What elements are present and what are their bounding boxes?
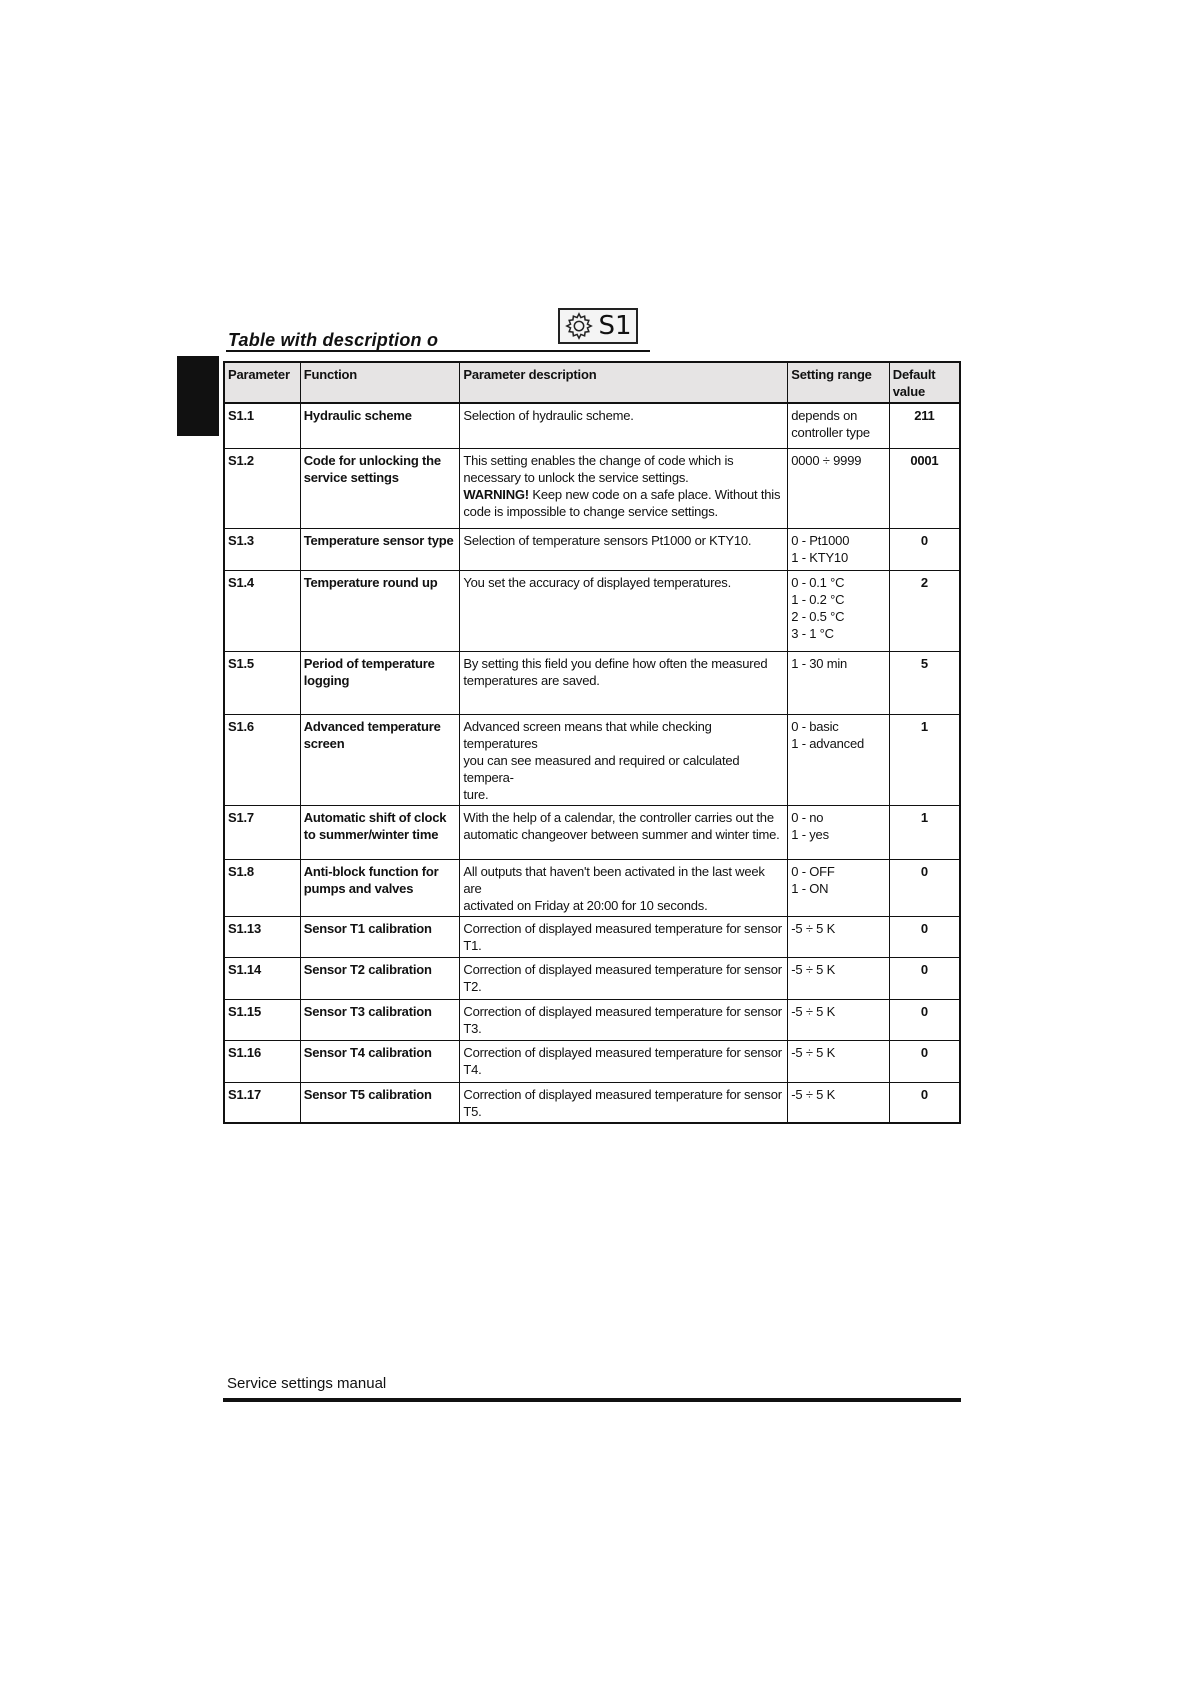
table-row bbox=[224, 528, 960, 570]
table-row bbox=[224, 916, 960, 957]
parameters-table bbox=[223, 361, 961, 1124]
description-line: you can see measured and required or calculated tempera- bbox=[463, 752, 740, 785]
cell-function: Automatic shift of clock to summer/winter time bbox=[300, 805, 460, 859]
cell-parameter: S1.4 bbox=[224, 570, 300, 651]
cell-function: Sensor T4 calibration bbox=[300, 1040, 460, 1082]
range-line: 1 - yes bbox=[791, 826, 829, 842]
table-row bbox=[224, 999, 960, 1040]
cell-parameter: S1.2 bbox=[224, 448, 300, 528]
cell-default-value: 0 bbox=[889, 916, 960, 957]
cell-parameter: S1.15 bbox=[224, 999, 300, 1040]
description-line: Correction of displayed measured temperature for sensor bbox=[463, 920, 782, 936]
cell-parameter: S1.16 bbox=[224, 1040, 300, 1082]
cell-setting-range bbox=[788, 528, 890, 570]
cell-parameter: S1.7 bbox=[224, 805, 300, 859]
cell-setting-range bbox=[788, 1040, 890, 1082]
cell-setting-range bbox=[788, 859, 890, 916]
description-line: necessary to unlock the service settings. bbox=[463, 469, 689, 485]
range-line: depends on bbox=[791, 408, 858, 423]
header-function: Function bbox=[300, 362, 460, 403]
description-line: Selection of temperature sensors Pt1000 or KTY10. bbox=[463, 532, 752, 548]
cell-setting-range bbox=[788, 805, 890, 859]
cell-description bbox=[460, 714, 788, 805]
cell-description bbox=[460, 999, 788, 1040]
cell-description bbox=[460, 1082, 788, 1123]
header-default-value: Default value bbox=[889, 362, 960, 403]
cell-parameter: S1.14 bbox=[224, 957, 300, 999]
description-line: With the help of a calendar, the controller carries out the bbox=[463, 809, 774, 825]
cell-default-value: 1 bbox=[889, 714, 960, 805]
badge-code: S1 bbox=[598, 311, 632, 341]
cell-parameter: S1.13 bbox=[224, 916, 300, 957]
description-line: ture. bbox=[463, 786, 489, 802]
cell-default-value: 5 bbox=[889, 651, 960, 714]
range-line: 0 - Pt1000 bbox=[791, 532, 850, 548]
description-line: Selection of hydraulic scheme. bbox=[463, 408, 634, 423]
table-header-row bbox=[224, 362, 960, 403]
table-row bbox=[224, 403, 960, 448]
table-row bbox=[224, 957, 960, 999]
cell-default-value: 211 bbox=[889, 403, 960, 448]
description-line: activated on Friday at 20:00 for 10 seconds. bbox=[463, 897, 708, 913]
table-row bbox=[224, 1040, 960, 1082]
cell-description bbox=[460, 957, 788, 999]
page-title: Table with description o bbox=[228, 330, 439, 350]
table-row bbox=[224, 448, 960, 528]
cell-parameter: S1.8 bbox=[224, 859, 300, 916]
cell-function: Sensor T5 calibration bbox=[300, 1082, 460, 1123]
description-line: T3. bbox=[463, 1020, 482, 1036]
gear-icon bbox=[564, 311, 594, 341]
cell-parameter: S1.6 bbox=[224, 714, 300, 805]
cell-description bbox=[460, 570, 788, 651]
description-line: Correction of displayed measured temperature for sensor bbox=[463, 961, 782, 977]
range-line: 3 - 1 °C bbox=[791, 625, 834, 641]
description-line: temperatures are saved. bbox=[463, 672, 600, 688]
cell-function: Anti-block function for pumps and valves bbox=[300, 859, 460, 916]
range-line: 1 - ON bbox=[791, 880, 829, 896]
range-line: 0 - OFF bbox=[791, 863, 835, 879]
cell-default-value: 0001 bbox=[889, 448, 960, 528]
title-underline bbox=[226, 350, 650, 352]
description-line: Advanced screen means that while checking temperatures bbox=[463, 718, 712, 751]
cell-default-value: 0 bbox=[889, 999, 960, 1040]
description-line: This setting enables the change of code which is bbox=[463, 452, 734, 468]
cell-parameter: S1.17 bbox=[224, 1082, 300, 1123]
cell-function: Hydraulic scheme bbox=[300, 403, 460, 448]
range-line: -5 ÷ 5 K bbox=[791, 1086, 836, 1102]
range-line: 0 - 0.1 °C bbox=[791, 574, 845, 590]
description-line: T1. bbox=[463, 937, 482, 953]
cell-function: Sensor T3 calibration bbox=[300, 999, 460, 1040]
header-description: Parameter description bbox=[460, 362, 788, 403]
cell-default-value: 0 bbox=[889, 1040, 960, 1082]
cell-description bbox=[460, 805, 788, 859]
cell-parameter: S1.3 bbox=[224, 528, 300, 570]
header-parameter: Parameter bbox=[224, 362, 300, 403]
cell-description bbox=[460, 651, 788, 714]
header-setting-range: Setting range bbox=[788, 362, 890, 403]
table-row bbox=[224, 714, 960, 805]
cell-description bbox=[460, 403, 788, 448]
range-line: controller type bbox=[791, 425, 870, 440]
range-line: -5 ÷ 5 K bbox=[791, 1003, 836, 1019]
cell-parameter: S1.5 bbox=[224, 651, 300, 714]
cell-setting-range bbox=[788, 570, 890, 651]
cell-parameter: S1.1 bbox=[224, 403, 300, 448]
description-line: Correction of displayed measured temperature for sensor bbox=[463, 1086, 782, 1102]
table-row bbox=[224, 1082, 960, 1123]
range-line: 0 - no bbox=[791, 809, 824, 825]
description-line: You set the accuracy of displayed temperatures. bbox=[463, 574, 731, 590]
description-line: automatic changeover between summer and winter time. bbox=[463, 826, 780, 842]
range-line: 0000 ÷ 9999 bbox=[791, 452, 862, 468]
cell-function: Period of temperature logging bbox=[300, 651, 460, 714]
description-line: T2. bbox=[463, 978, 482, 994]
cell-description bbox=[460, 448, 788, 528]
range-line: 1 - 0.2 °C bbox=[791, 591, 845, 607]
cell-default-value: 0 bbox=[889, 957, 960, 999]
cell-setting-range bbox=[788, 916, 890, 957]
range-line: -5 ÷ 5 K bbox=[791, 961, 836, 977]
cell-setting-range bbox=[788, 448, 890, 528]
settings-badge bbox=[558, 308, 638, 344]
cell-setting-range bbox=[788, 714, 890, 805]
table-row bbox=[224, 651, 960, 714]
cell-function: Sensor T1 calibration bbox=[300, 916, 460, 957]
cell-setting-range bbox=[788, 1082, 890, 1123]
warning-text: Keep new code on a safe place. Without this code is impossible to change service settings. bbox=[463, 486, 781, 519]
cell-default-value: 0 bbox=[889, 1082, 960, 1123]
cell-function: Temperature sensor type bbox=[300, 528, 460, 570]
warning-label: WARNING! bbox=[463, 486, 529, 502]
cell-default-value: 0 bbox=[889, 528, 960, 570]
cell-description bbox=[460, 1040, 788, 1082]
description-line: All outputs that haven't been activated in the last week are bbox=[463, 863, 765, 896]
range-line: 1 - advanced bbox=[791, 735, 865, 751]
footer-text: Service settings manual bbox=[227, 1375, 387, 1392]
range-line: -5 ÷ 5 K bbox=[791, 1044, 836, 1060]
description-line: By setting this field you define how often the measured bbox=[463, 655, 768, 671]
range-line: 1 - 30 min bbox=[791, 655, 848, 671]
description-line: T4. bbox=[463, 1061, 482, 1077]
cell-setting-range bbox=[788, 957, 890, 999]
cell-function: Sensor T2 calibration bbox=[300, 957, 460, 999]
cell-default-value: 1 bbox=[889, 805, 960, 859]
cell-description bbox=[460, 916, 788, 957]
range-line: 2 - 0.5 °C bbox=[791, 608, 845, 624]
section-tab-marker bbox=[177, 356, 219, 436]
cell-default-value: 0 bbox=[889, 859, 960, 916]
cell-description bbox=[460, 528, 788, 570]
table-row bbox=[224, 570, 960, 651]
table-row bbox=[224, 805, 960, 859]
cell-description bbox=[460, 859, 788, 916]
description-line: Correction of displayed measured temperature for sensor bbox=[463, 1044, 782, 1060]
footer-rule bbox=[223, 1398, 961, 1402]
cell-setting-range bbox=[788, 651, 890, 714]
cell-default-value: 2 bbox=[889, 570, 960, 651]
range-line: -5 ÷ 5 K bbox=[791, 920, 836, 936]
range-line: 1 - KTY10 bbox=[791, 549, 848, 565]
cell-setting-range bbox=[788, 403, 890, 448]
cell-setting-range bbox=[788, 999, 890, 1040]
description-line: Correction of displayed measured temperature for sensor bbox=[463, 1003, 782, 1019]
table-row bbox=[224, 859, 960, 916]
range-line: 0 - basic bbox=[791, 718, 839, 734]
cell-function: Temperature round up bbox=[300, 570, 460, 651]
description-line: T5. bbox=[463, 1103, 482, 1119]
cell-function: Code for unlocking the service settings bbox=[300, 448, 460, 528]
cell-function: Advanced temperature screen bbox=[300, 714, 460, 805]
